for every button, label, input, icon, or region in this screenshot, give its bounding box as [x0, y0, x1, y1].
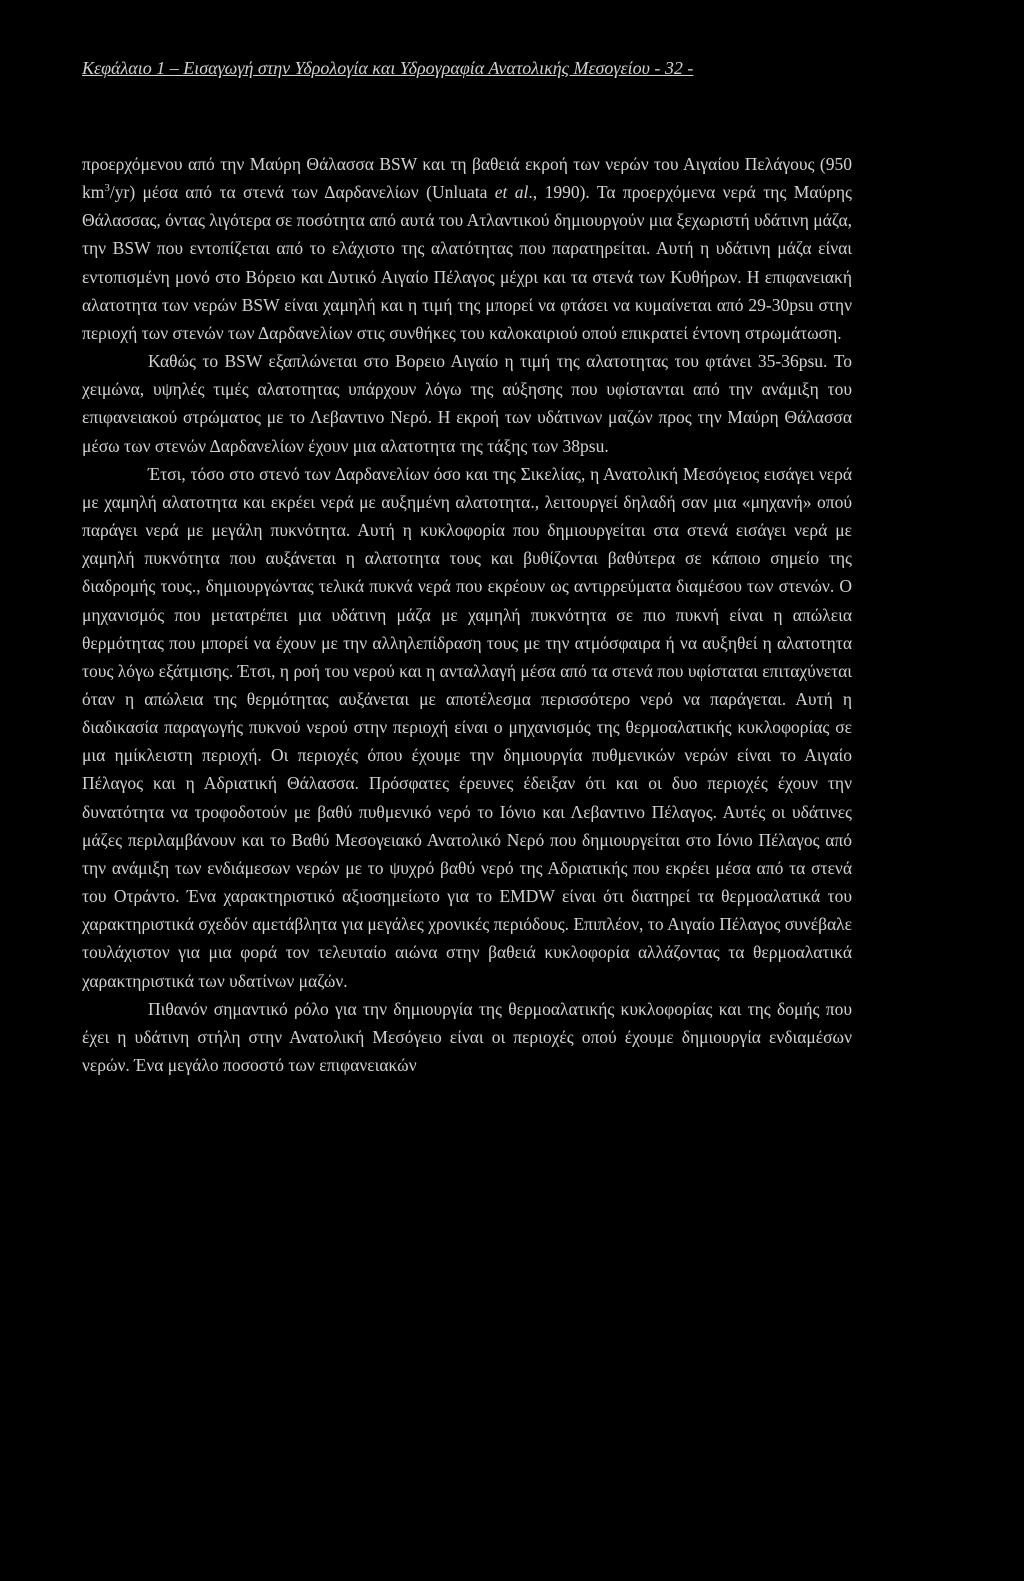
superscript-3: 3 [104, 182, 110, 195]
et-al-italic: et al [494, 182, 529, 203]
paragraph-1-part-c: ., 1990). Τα προερχόμενα νερά της Μαύρης Θάλασσας, όντας λιγότερα σε ποσότητα από αυτά του Ατλαντικού δημιουργούν μια ξεχωριστή υδάτινη μάζα, την BSW που εντοπίζεται από το ελάχιστο της αλατότητας που παρατηρείται. Αυτή η υδάτινη μάζα είναι εντοπισμένη μονό στο Βόρειο και Δυτικό Αιγαίο Πέλαγος μέχρι και τα στενά των Κυθήρων. Η επιφανειακή αλατοτητα των νερών BSW είναι χαμηλή και η τιμή της μπορεί να φτάσει να κυμαίνεται από 29-30psu στην περιοχή των στενών των Δαρδανελίων στις συνθήκες του καλοκαιριού οπού επικρατεί έντονη στρωμάτωση. [82, 182, 852, 343]
paragraph-1 [82, 150, 852, 347]
paragraph-3: Έτσι, τόσο στο στενό των Δαρδανελίων όσο και της Σικελίας, η Ανατολική Μεσόγειος εισάγει νερά με χαμηλή αλατοτητα και εκρέει νερά με αυξημένη αλατοτητα., λειτουργεί δηλαδή σαν μια «μηχανή» οπού παράγει νερά με μεγάλη πυκνότητα. Αυτή η κυκλοφορία που δημιουργείται στα στενά εισάγει νερά με χαμηλή πυκνότητα που αυξάνεται η αλατοτητα τους και βυθίζονται βαθύτερα σε κάποιο σημείο της διαδρομής τους., δημιουργώντας τελικά πυκνά νερά που εκρέουν ως αντιρρεύματα διαμέσου των στενών. Ο μηχανισμός που μετατρέπει μια υδάτινη μάζα με χαμηλή πυκνότητα σε πιο πυκνή είναι η απώλεια θερμότητας που μπορεί να έχουν με την αλληλεπίδραση τους με την ατμόσφαιρα ή να αυξηθεί η αλατοτητα τους λόγω εξάτμισης. Έτσι, η ροή του νερού και η ανταλλαγή μέσα από τα στενά που υφίσταται επιταχύνεται όταν η απώλεια της θερμότητας αυξάνεται με αποτέλεσμα περισσότερο νερό να παράγεται. Αυτή η διαδικασία παραγωγής πυκνού νερού στην περιοχή είναι ο μηχανισμός της θερμοαλατικής κυκλοφορίας σε μια ημίκλειστη περιοχή. Οι περιοχές όπου έχουμε την δημιουργία πυθμενικών νερών είναι το Αιγαίο Πέλαγος και η Αδριατική Θάλασσα. Πρόσφατες έρευνες έδειξαν ότι και οι δυο περιοχές έχουν την δυνατότητα να τροφοδοτούν με βαθύ πυθμενικό νερό το Ιόνιο και Λεβαντινο Πέλαγος. Αυτές οι υδάτινες μάζες περιλαμβάνουν και το Βαθύ Μεσογειακό Ανατολικό Νερό που δημιουργείται στο Ιόνιο Πέλαγος από την ανάμιξη των ενδιάμεσων νερών με το ψυχρό βαθύ νερό της Αδριατικής που εκρέει μέσα από τα στενά του Οτράντο. Ένα χαρακτηριστικό αξιοσημείωτο για το EMDW είναι ότι διατηρεί τα θερμοαλατικά του χαρακτηριστικά σχεδόν αμετάβλητα για μεγάλες χρονικές περιόδους. Επιπλέον, το Αιγαίο Πέλαγος συνέβαλε τουλάχιστον για μια φορά τον τελευταίο αιώνα στην βαθειά κυκλοφορία αλλάζοντας τα θερμοαλατικά χαρακτηριστικά των υδατίνων μαζών. [82, 463, 852, 991]
paragraph-1-part-a: προερχόμενου από την Μαύρη Θάλασσα BSW και τη βαθειά εκροή των νερών του Αιγαίου Πελάγους (950 km [82, 154, 852, 203]
paragraph-2: Καθώς το BSW εξαπλώνεται στο Βορειο Αιγαίο η τιμή της αλατοτητας του φτάνει 35-36psu. Το χειμώνα, υψηλές τιμές αλατοτητας υπάρχουν λόγω της αύξησης που υφίστανται από την ανάμιξη του επιφανειακού στρώματος με το Λεβαντινο Νερό. Η εκροή των υδάτινων μαζών προς την Μαύρη Θάλασσα μέσω των στενών Δαρδανελίων έχουν μια αλατοτητα της τάξης των 38psu. [82, 351, 852, 456]
paragraph-1-part-b: /yr) μέσα από τα στενά των Δαρδανελίων (Unluata [109, 182, 495, 203]
page-header: Κεφάλαιο 1 – Εισαγωγή στην Υδρολογία και Υδρογραφία Ανατολικής Μεσογείου - 32 - [82, 58, 694, 78]
document-page [82, 56, 852, 1079]
paragraph-4: Πιθανόν σημαντικό ρόλο για την δημιουργία της θερμοαλατικής κυκλοφορίας και της δομής που έχει η υδάτινη στήλη στην Ανατολική Μεσόγειο είναι οι περιοχές οπού έχουμε δημιουργία ενδιαμέσων νερών. Ένα μεγάλο ποσοστό των επιφανειακών [82, 998, 852, 1075]
